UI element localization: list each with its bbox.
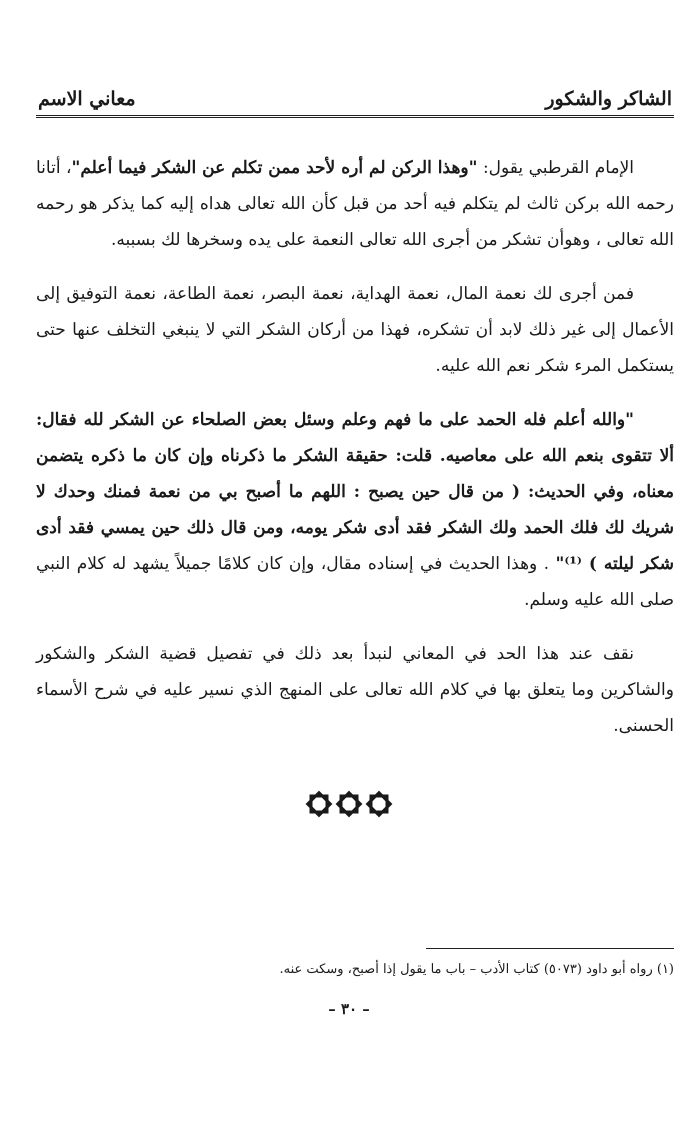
paragraph-4: نقف عند هذا الحد في المعاني لنبدأ بعد ذلك في تفصيل قضية الشكر والشكور والشاكرين وما يتعلق بها في كلام الله تعالى على المنهج الذي نسير عليه في شرح الأسماء الحسنى. (36, 644, 674, 736)
paragraph-1 (36, 150, 674, 258)
main-text (36, 150, 674, 762)
paragraph-3 (36, 402, 674, 618)
paragraph-2: فمن أجرى لك نعمة المال، نعمة الهداية، نعمة البصر، نعمة الطاعة، نعمة التوفيق إلى الأعمال إلى غير ذلك لابد أن تشكره، فهذا من أركان الشكر التي لا ينبغي التخلف عنها حتى يستكمل المرء شكر نعم الله عليه. (36, 284, 674, 376)
paragraph-3-rest: . وهذا الحديث في إسناده مقال، وإن كان كلامًا جميلاً يشهد له كلام النبي صلى الله عليه وسلم. (36, 554, 674, 610)
running-header (38, 82, 672, 110)
ornament-graphic (304, 790, 394, 818)
paragraph-1-quote: "وهذا الركن لم أره لأحد ممن تكلم عن الشكر فيما أعلم" (71, 158, 478, 178)
paragraph-1-rest: ، أتانا رحمه الله بركن ثالث لم يتكلم فيه أحد من قبل كأن الله تعالى هداه إليه كما يذكر هو رحمه الله تعالى ، وهوأن تشكر من أجرى الله تعالى النعمة على يده وسخرها لك بسببه. (36, 158, 674, 250)
footnote: (١) رواه أبو داود (٥٠٧٣) كتاب الأدب – باب ما يقول إذا أصبح، وسكت عنه. (279, 962, 674, 977)
page-number: – ٣٠ – (328, 1000, 370, 1018)
paragraph-3-quote: "والله أعلم فله الحمد على ما فهم وعلم وسئل بعض الصلحاء عن الشكر لله فقال: ألا تتقوى بنعم الله على معاصيه. قلت: حقيقة الشكر ما ذكرناه وإن كان ما ذكره يتضمن معناه، وفي الحديث: ( من قال حين يصبح : اللهم ما أصبح بي من نعمة فمنك وحدك لا شريك لك فلك الحمد ولك الشكر فقد أدى شكر يومه، ومن قال ذلك حين يمسي فقد أدى شكر ليلته ) ⁽¹⁾" (36, 410, 674, 574)
three-star-ornament-icon (0, 790, 698, 822)
header-section-title: الشاكر والشكور (545, 88, 672, 110)
footnote-rule (426, 948, 674, 949)
header-rule (36, 115, 674, 118)
paragraph-1-lead: الإمام القرطبي يقول: (477, 158, 634, 178)
header-chapter-title: معاني الاسم (38, 88, 136, 110)
